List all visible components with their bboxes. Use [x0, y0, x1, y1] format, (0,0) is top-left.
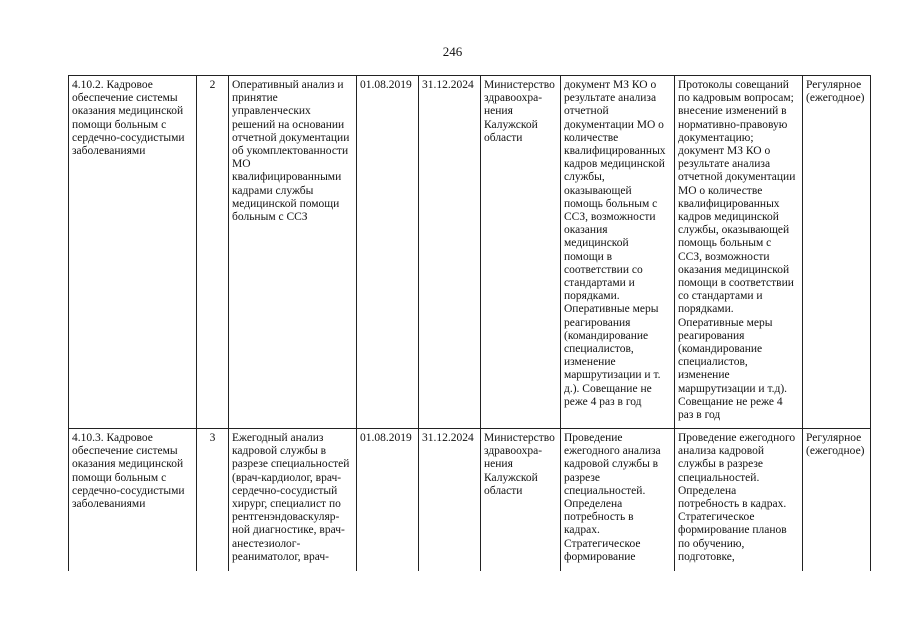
start-date-cell: 01.08.2019 — [357, 76, 419, 429]
table-row — [69, 76, 871, 429]
executor-cell: Министерство здравоохра- нения Калужской области — [481, 76, 561, 429]
content-cell: Оперативный анализ и принятие управленческих решений на основании отчетной документации об укомплектованности МО квалифицированными кадрами службы медицинской помощи больным с ССЗ — [229, 76, 357, 429]
event-cell: 4.10.2. Кадровое обеспечение системы оказания медицинской помощи больным с сердечно-сосудистыми заболеваниями — [69, 76, 197, 429]
result-cell: документ МЗ КО о результате анализа отчетной документации МО о количестве квалифицированных кадров медицинской службы, оказывающей помощь больным с ССЗ, возможности оказания медицинской помощи в соответствии со стандартами и порядками. Оперативные меры реагирования (командирование специалистов, изменение маршрутизации и т. д.). Совещание не реже 4 раз в год — [561, 76, 675, 429]
frequency-cell: Регулярное (ежегодное) — [803, 76, 871, 429]
end-date-cell: 31.12.2024 — [419, 429, 481, 572]
result-cell: Проведение ежегодного анализа кадровой службы в разрезе специальностей. Определена потребность в кадрах. Стратегическое формирование — [561, 429, 675, 572]
number-cell: 3 — [197, 429, 229, 572]
event-cell: 4.10.3. Кадровое обеспечение системы оказания медицинской помощи больным с сердечно-сосудистыми заболеваниями — [69, 429, 197, 572]
table-row — [69, 429, 871, 572]
executor-cell: Министерство здравоохра- нения Калужской области — [481, 429, 561, 572]
number-cell: 2 — [197, 76, 229, 429]
start-date-cell: 01.08.2019 — [357, 429, 419, 572]
plan-table — [68, 75, 871, 571]
control-cell: Проведение ежегодного анализа кадровой службы в разрезе специальностей. Определена потребность в кадрах. Стратегическое формирование планов по обучению, подготовке, — [675, 429, 803, 572]
control-cell: Протоколы совещаний по кадровым вопросам; внесение изменений в нормативно-правовую документацию; документ МЗ КО о результате анализа отчетной документации МО о количестве квалифицированных кадров медицинской службы, оказывающей помощь больным с ССЗ, возможности оказания медицинской помощи в соответствии со стандартами и порядками. Оперативные меры реагирования (командирование специалистов, изменение маршрутизации и т.д). Совещание не реже 4 раз в год — [675, 76, 803, 429]
page-number: 246 — [442, 44, 463, 59]
frequency-cell: Регулярное (ежегодное) — [803, 429, 871, 572]
end-date-cell: 31.12.2024 — [419, 76, 481, 429]
content-cell: Ежегодный анализ кадровой службы в разрезе специальностей (врач-кардиолог, врач- сердечно-сосудистый хирург, специалист по рентгенэндоваскуляр- ной диагностике, врач- анестезиолог- реаниматолог, врач- — [229, 429, 357, 572]
